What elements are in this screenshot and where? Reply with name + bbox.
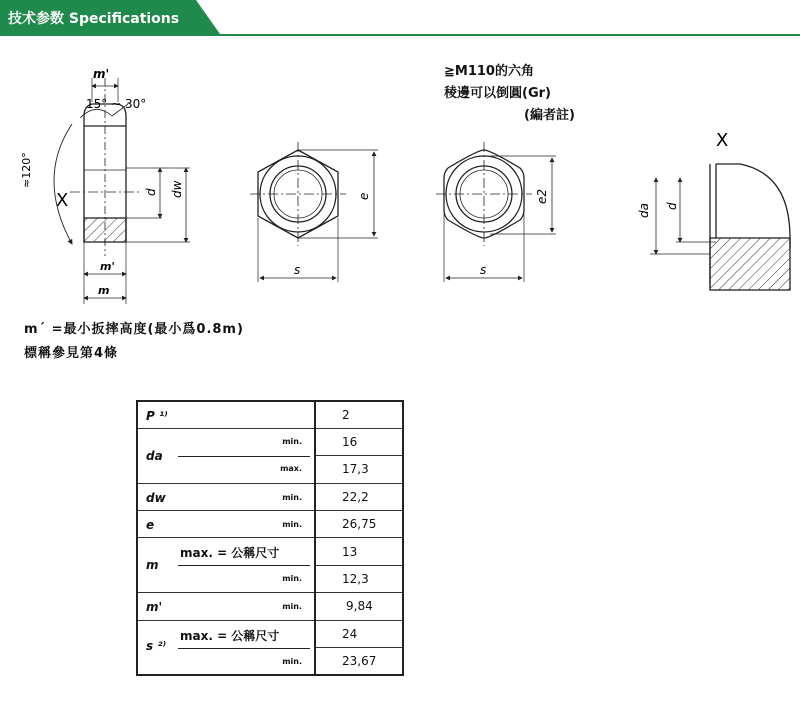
cond-s-min: min. [282,656,302,666]
cell-divider [178,456,310,457]
table-row [137,538,403,565]
side-x-label: X [56,190,69,211]
side-d-label: d [144,188,158,196]
value-da-min: 16 [315,428,403,455]
cond-dw-min: min. [282,492,302,502]
value-s-min: 23,67 [315,648,403,675]
table-row [137,620,403,647]
table-row [137,511,403,538]
value-m-min: 12,3 [315,565,403,592]
cond-m-min: min. [282,574,302,584]
symbol-s: s ²⁾ [146,638,167,653]
value-da-max: 17,3 [315,456,403,483]
side-m-label: m [98,284,110,297]
front1-e-label: e [357,192,371,200]
header-rule [0,34,800,36]
value-dw: 22,2 [315,483,403,510]
symbol-e: e [146,518,155,533]
value-m-prime: 9,84 [315,593,403,620]
symbol-cell [137,428,315,483]
note-line-1: ≧M110的六角 [444,64,534,79]
detail-d-label: d [665,202,679,210]
front2-e2-label: e2 [535,188,549,204]
side-m-prime-bottom: m' [100,260,115,273]
value-p: 2 [315,401,403,428]
symbol-cell [137,511,315,538]
symbol-da: da [146,448,163,463]
side-dw-label: dw [170,180,184,198]
symbol-cell [137,593,315,620]
symbol-m: m [146,558,159,573]
side-angle-label: 15° ~ 30° [86,97,147,111]
detail-x-view [650,164,790,290]
side-120-label: ≈120° [20,152,33,188]
symbol-cell [137,483,315,510]
detail-da-label: da [637,203,651,218]
front2-s-label: s [480,263,487,277]
note-line-2: 稜邊可以倒圓(Gr) [444,86,551,101]
section-title: 技术参数 Specifications [8,11,180,27]
technical-drawing [0,38,800,338]
cond-da-max: max. [280,463,302,473]
table-row [137,401,403,428]
symbol-dw: dw [146,490,166,505]
cond-e-min: min. [282,520,302,530]
symbol-cell [137,538,315,593]
cell-divider [178,565,310,566]
cond-m-prime-min: min. [282,602,302,612]
caption-line-2: 標稱參見第4條 [24,346,119,361]
side-m-prime-top: m' [93,67,110,81]
spec-table [136,400,404,676]
table-row [137,593,403,620]
cond-m-max: max. = 公稱尺寸 [180,546,280,561]
front-view-2 [436,142,556,282]
nut-drawing [0,38,800,338]
detail-x-label: X [716,130,729,151]
symbol-cell [137,620,315,675]
symbol-m-prime: m' [146,600,163,615]
cond-s-max: max. = 公稱尺寸 [180,628,280,643]
caption-line-1: m´ =最小扳摔高度(最小爲0.8m) [24,322,244,337]
front1-s-label: s [294,263,301,277]
cell-divider [178,648,310,649]
value-s-max: 24 [315,620,403,647]
section-header [0,0,800,38]
table-row [137,483,403,510]
value-m-max: 13 [315,538,403,565]
symbol-cell [137,401,315,428]
cond-da-min: min. [282,436,302,446]
symbol-p: P ¹⁾ [146,409,168,423]
note-line-3: (編者註) [524,108,575,123]
value-e: 26,75 [315,511,403,538]
front-view-1 [250,142,378,282]
table-row [137,428,403,455]
